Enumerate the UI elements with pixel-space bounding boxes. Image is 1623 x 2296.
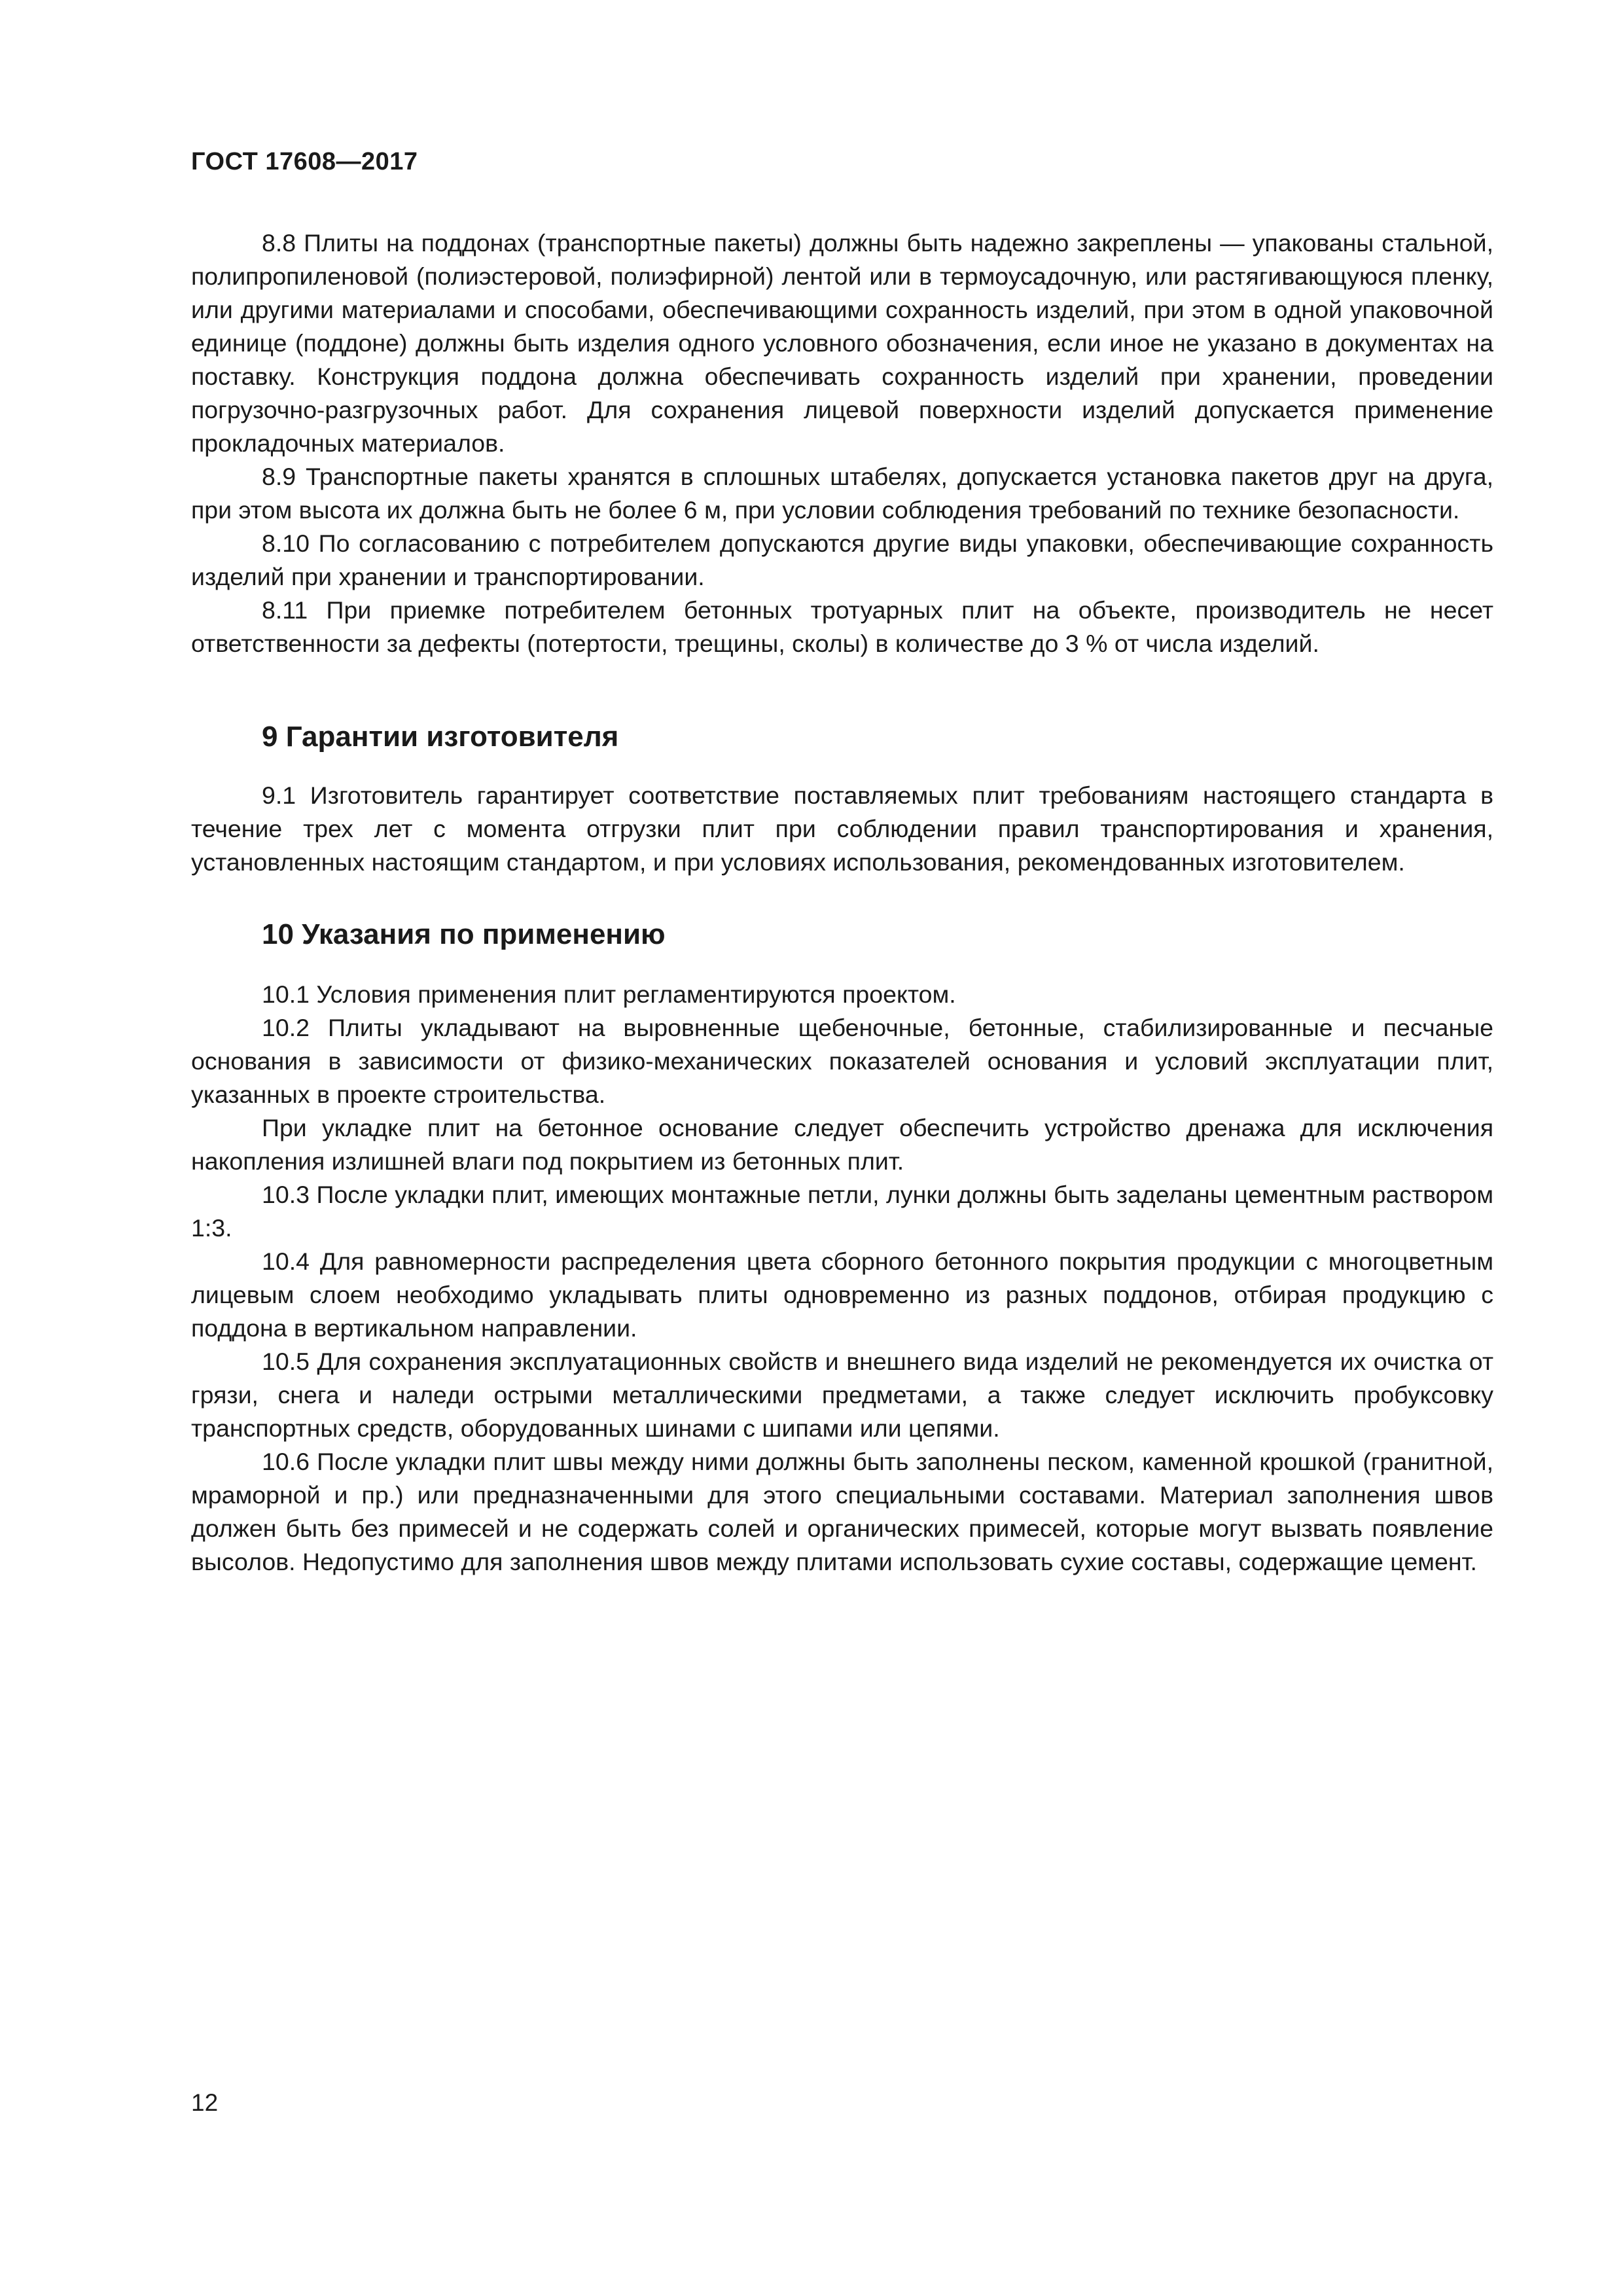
paragraph-10-1: 10.1 Условия применения плит регламентируются проектом. bbox=[262, 980, 956, 1008]
paragraph-8-11: 8.11 При приемке потребителем бетонных тротуарных плит на объекте, производитель не несет ответственности за дефекты (потертости, трещины, сколы) в количестве до 3 % от числа изделий. bbox=[191, 596, 1493, 657]
section-9-block bbox=[191, 717, 1493, 879]
section-10-block bbox=[191, 915, 1493, 1579]
paragraph-10-2: 10.2 Плиты укладывают на выровненные щебеночные, бетонные, стабилизированные и песчаные основания в зависимости от физико-механических показателей основания и условий эксплуатации плит, указанных в проекте строительства. bbox=[191, 1014, 1493, 1108]
paragraph-10-3: 10.3 После укладки плит, имеющих монтажные петли, лунки должны быть заделаны цементным раствором 1:3. bbox=[191, 1181, 1493, 1242]
paragraph-10-4: 10.4 Для равномерности распределения цвета сборного бетонного покрытия продукции с многоцветным лицевым слоем необходимо укладывать плиты одновременно из разных поддонов, отбирая продукцию с поддона в вертикальном направлении. bbox=[191, 1247, 1493, 1342]
paragraph-8-9: 8.9 Транспортные пакеты хранятся в сплошных штабелях, допускается установка пакетов друг на друга, при этом высота их должна быть не более 6 м, при условии соблюдения требований по технике безопасности. bbox=[191, 463, 1493, 524]
document-header: ГОСТ 17608—2017 bbox=[191, 148, 418, 175]
paragraph-10-2-continued: При укладке плит на бетонное основание следует обеспечить устройство дренажа для исключения накопления излишней влаги под покрытием из бетонных плит. bbox=[191, 1114, 1493, 1175]
paragraph-9-1: 9.1 Изготовитель гарантирует соответствие поставляемых плит требованиям настоящего стандарта в течение трех лет с момента отгрузки плит при соблюдении правил транспортирования и хранения, установленных настоящим стандартом, и при условиях использования, рекомендованных изготовителем. bbox=[191, 781, 1493, 876]
section-8-block bbox=[191, 226, 1493, 660]
paragraph-10-5: 10.5 Для сохранения эксплуатационных свойств и внешнего вида изделий не рекомендуется их очистка от грязи, снега и наледи острыми металлическими предметами, а также следует исключить пробуксовку транспортных средств, оборудованных шинами с шипами или цепями. bbox=[191, 1348, 1493, 1442]
paragraph-10-6: 10.6 После укладки плит швы между ними должны быть заполнены песком, каменной крошкой (гранитной, мраморной и пр.) или предназначенными для этого специальными составами. Материал заполнения швов должен быть без примесей и не содержать солей и органических примесей, которые могут вызвать появление высолов. Недопустимо для заполнения швов между плитами использовать сухие составы, содержащие цемент. bbox=[191, 1448, 1493, 1575]
section-10-heading: 10 Указания по применению bbox=[262, 918, 666, 950]
section-9-heading: 9 Гарантии изготовителя bbox=[262, 721, 619, 753]
paragraph-8-10: 8.10 По согласованию с потребителем допускаются другие виды упаковки, обеспечивающие сохранность изделий при хранении и транспортировании. bbox=[191, 529, 1493, 590]
page-number: 12 bbox=[191, 2089, 219, 2116]
paragraph-8-8: 8.8 Плиты на поддонах (транспортные пакеты) должны быть надежно закреплены — упакованы стальной, полипропиленовой (полиэстеровой, полиэфирной) лентой или в термоусадочную, или растягивающуюся пленку, или другими материалами и способами, обеспечивающими сохранность изделий, при этом в одной упаковочной единице (поддоне) должны быть изделия одного условного обозначения, если иное не указано в документах на поставку. Конструкция поддона должна обеспечивать сохранность изделий при хранении, проведении погрузочно-разгрузочных работ. Для сохранения лицевой поверхности изделий допускается применение прокладочных материалов. bbox=[191, 229, 1493, 457]
